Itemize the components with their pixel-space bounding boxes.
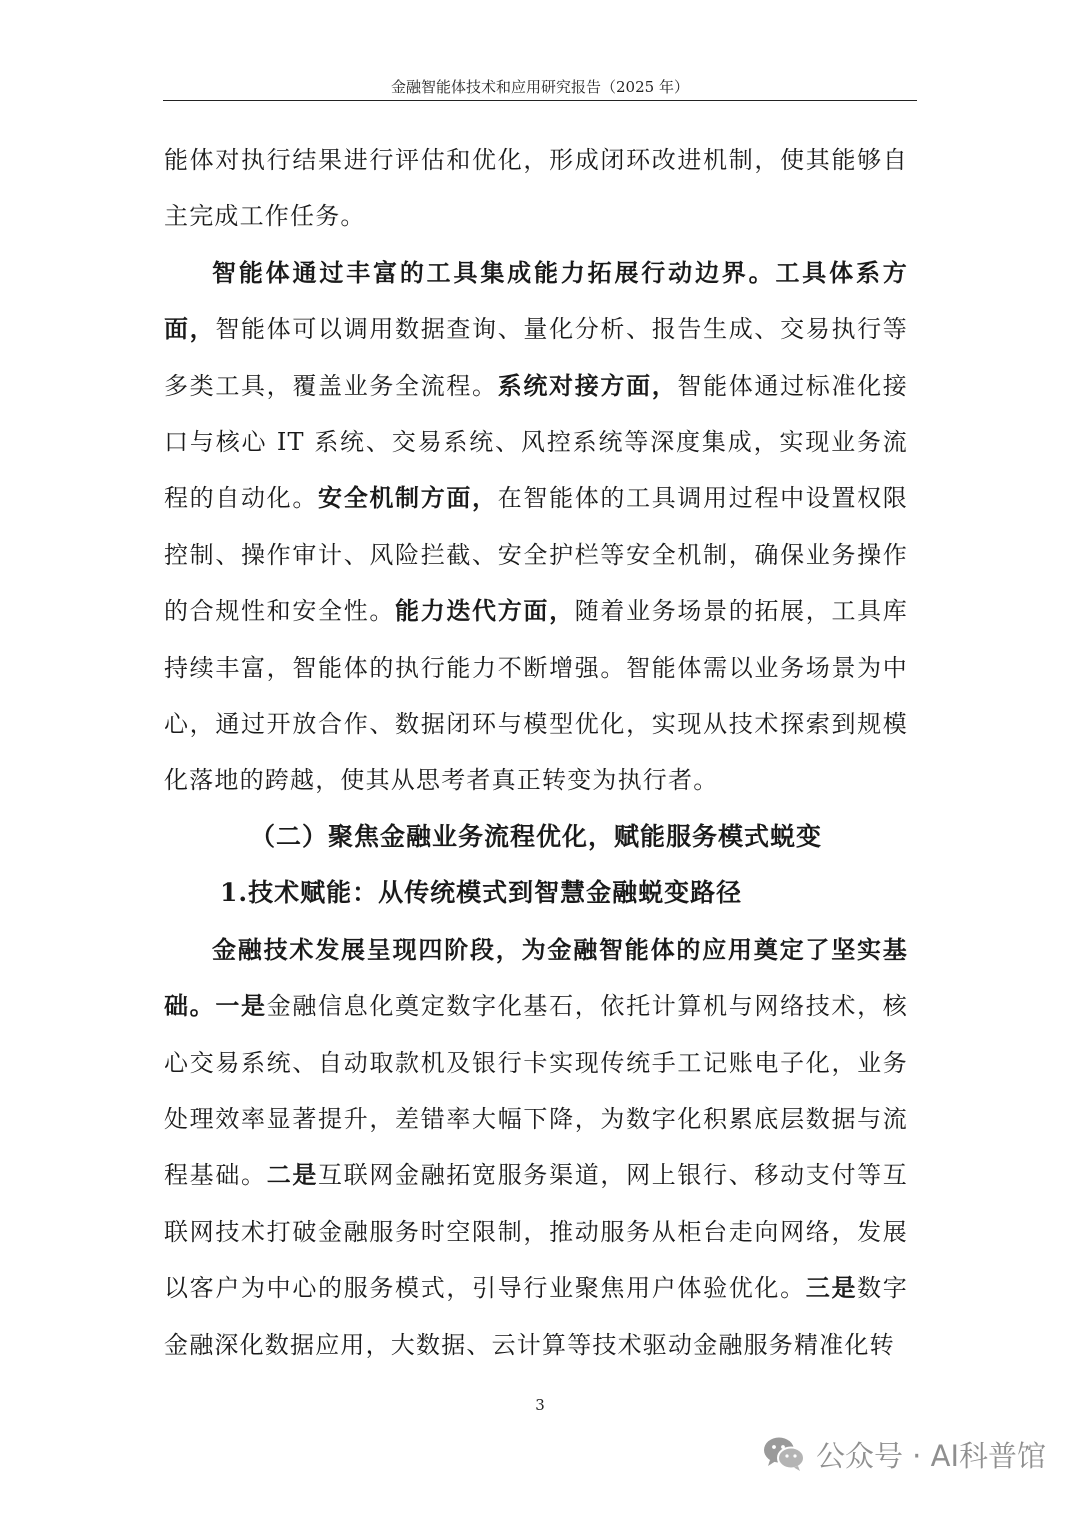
text-run: 在智能体的工具调用过程中设置权限控制、操作审计、风险拦截、安全护栏等安全机制，确保业务操作的合规性和安全性。: [164, 484, 908, 626]
body-paragraph-3: [164, 922, 908, 1373]
body-paragraph-1: [164, 132, 908, 245]
bold-run: 金融技术发展呈现四阶段，为金融智能体的应用奠定了坚实基础。一是: [164, 935, 908, 1021]
text-run: 金融信息化奠定数字化基石，依托计算机与网络技术，核心交易系统、自动取款机及银行卡实现传统手工记账电子化，业务处理效率显著提升，差错率大幅下降，为数字化积累底层数据与流程基础。: [164, 992, 908, 1190]
text-run: 智能体通过标准化接口与核心 IT 系统、交易系统、风控系统等深度集成，实现业务流程的自动化。: [164, 371, 908, 513]
text-run: 随着业务场景的拓展，工具库持续丰富，智能体的执行能力不断增强。智能体需以业务场景为中心，通过开放合作、数据闭环与模型优化，实现从技术探索到规模化落地的跨越，使其从思考者真正转变为执行者。: [164, 597, 908, 795]
page-body: [164, 132, 908, 1373]
bold-run: 智能体通过丰富的工具集成能力拓展行动边界。工具体系方面，: [164, 258, 908, 344]
wechat-icon: [762, 1434, 806, 1474]
subsection-heading: 1.技术赋能：从传统模式到智慧金融蜕变路径: [220, 878, 743, 908]
bold-run: 系统对接方面，: [497, 371, 678, 400]
watermark: [762, 1430, 1046, 1478]
text-run: 互联网金融拓宽服务渠道，网上银行、移动支付等互联网技术打破金融服务时空限制，推动服务从柜台走向网络，发展以客户为中心的服务模式，引导行业聚焦用户体验优化。: [164, 1161, 908, 1303]
text-run: 数字金融深化数据应用，大数据、云计算等技术驱动金融服务精准化转: [164, 1274, 908, 1359]
page-number: 3: [535, 1396, 545, 1414]
bold-run: 能力迭代方面，: [395, 597, 575, 626]
bold-run: 二是: [266, 1161, 319, 1190]
text-run: 智能体可以调用数据查询、量化分析、报告生成、交易执行等多类工具，覆盖业务全流程。: [164, 315, 908, 400]
body-paragraph-2: [164, 245, 908, 809]
bold-run: 安全机制方面，: [318, 484, 498, 513]
section-heading: （二）聚焦金融业务流程优化，赋能服务模式蜕变: [249, 821, 822, 851]
bold-run: 三是: [805, 1274, 858, 1303]
watermark-text: 公众号 · AI科普馆: [815, 1438, 1046, 1473]
text-run: 能体对执行结果进行评估和优化，形成闭环改进机制，使其能够自主完成工作任务。: [164, 146, 908, 231]
header-divider: [163, 100, 917, 101]
running-header: 金融智能体技术和应用研究报告（2025 年）: [391, 78, 689, 96]
